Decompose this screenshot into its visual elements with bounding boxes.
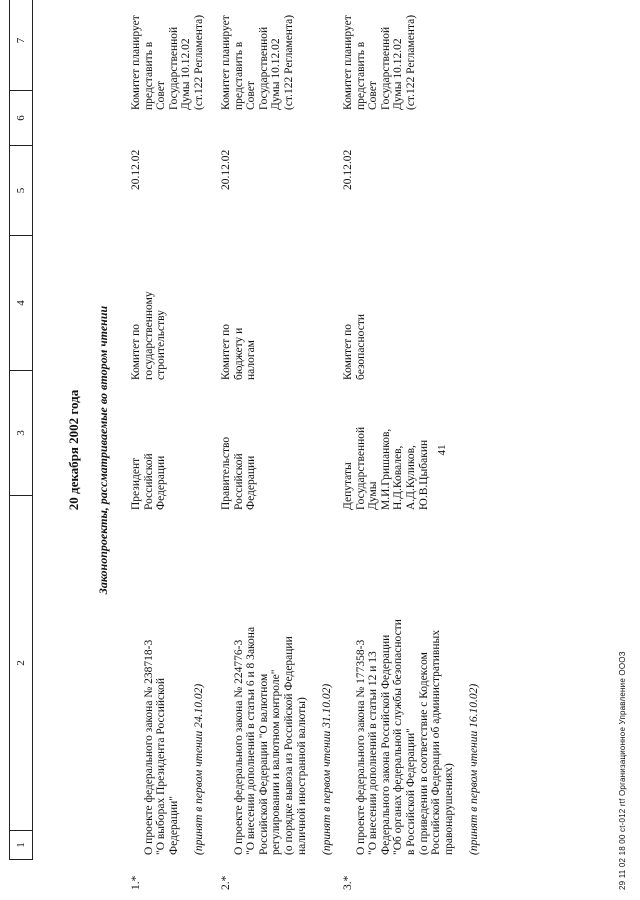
- bill-description: [130, 510, 218, 855]
- bill-title: О проекте федерального закона № 224776-3 "О внесении дополнений в статьи 6 и 8 Закона Российской Федерации "О валютном регулировании и валютном контроле" (о порядке вывоза из Российской Федерации наличной иностранной валюты): [232, 626, 308, 855]
- bill-author: Президент Российской Федерации: [130, 453, 168, 510]
- review-date: 20.12.02: [220, 149, 232, 190]
- committee-note: Комитет планирует представить в Совет Государственной Думы 10.12.02 (ст.122 Регламента): [342, 14, 417, 110]
- column-number: 1: [9, 830, 33, 860]
- column-number: 5: [9, 145, 33, 235]
- reading-status: (принят в первом чтении 24.10.02): [192, 683, 205, 855]
- row-number: 2.*: [220, 875, 232, 890]
- column-number: 2: [9, 495, 33, 830]
- committee-note: Комитет планирует представить в Совет Государственной Думы 10.12.02 (ст.122 Регламента): [130, 14, 205, 110]
- reading-status: (принят в первом чтении 31.10.02): [320, 683, 333, 855]
- responsible-committee: Комитет по безопасности: [342, 313, 367, 380]
- bill-author: Депутаты Государственной Думы М.И.Гришанков, Н.Д.Ковалев, А.Д.Куликов, Ю.В.Цыбакин: [342, 426, 430, 510]
- bill-description: [342, 510, 493, 855]
- section-heading: Законопроекты, рассматриваемые во втором чтении: [96, 305, 110, 595]
- column-number-header: [9, 0, 33, 860]
- page-number: 41: [436, 444, 448, 456]
- column-number: 7: [9, 0, 33, 90]
- row-number: 1.*: [130, 875, 142, 890]
- footer-stamp: 29 11 02 18 00 ct-012 rtf Организационное Управление ОООЗ: [618, 651, 627, 890]
- committee-note: Комитет планирует представить в Совет Государственной Думы 10.12.02 (ст.122 Регламента): [220, 14, 295, 110]
- review-date: 20.12.02: [342, 149, 354, 190]
- column-number: 3: [9, 370, 33, 495]
- bill-author: Правительство Российской Федерации: [220, 436, 258, 510]
- row-number: 3.*: [342, 875, 354, 890]
- date-heading: 20 декабря 2002 года: [66, 389, 81, 511]
- column-number: 6: [9, 90, 33, 145]
- reading-status: (принят в первом чтении 16.10.02): [467, 683, 480, 855]
- bill-title: О проекте федерального закона № 177358-3 "О внесении дополнений в статьи 12 и 13 Федерального закона Российской Федерации "Об органах федеральной службы безопасности в Российской Федерации" (о приведении в соответствие с Кодексом Российской Федерации об административных правонарушениях): [354, 619, 455, 855]
- bill-description: [220, 510, 346, 855]
- column-number: 4: [9, 235, 33, 370]
- bill-title: О проекте федерального закона № 238718-3 "О выборах Президента Российской Федерации": [142, 639, 180, 855]
- responsible-committee: Комитет по государственному строительству: [130, 291, 168, 380]
- responsible-committee: Комитет по бюджету и налогам: [220, 324, 258, 380]
- review-date: 20.12.02: [130, 149, 142, 190]
